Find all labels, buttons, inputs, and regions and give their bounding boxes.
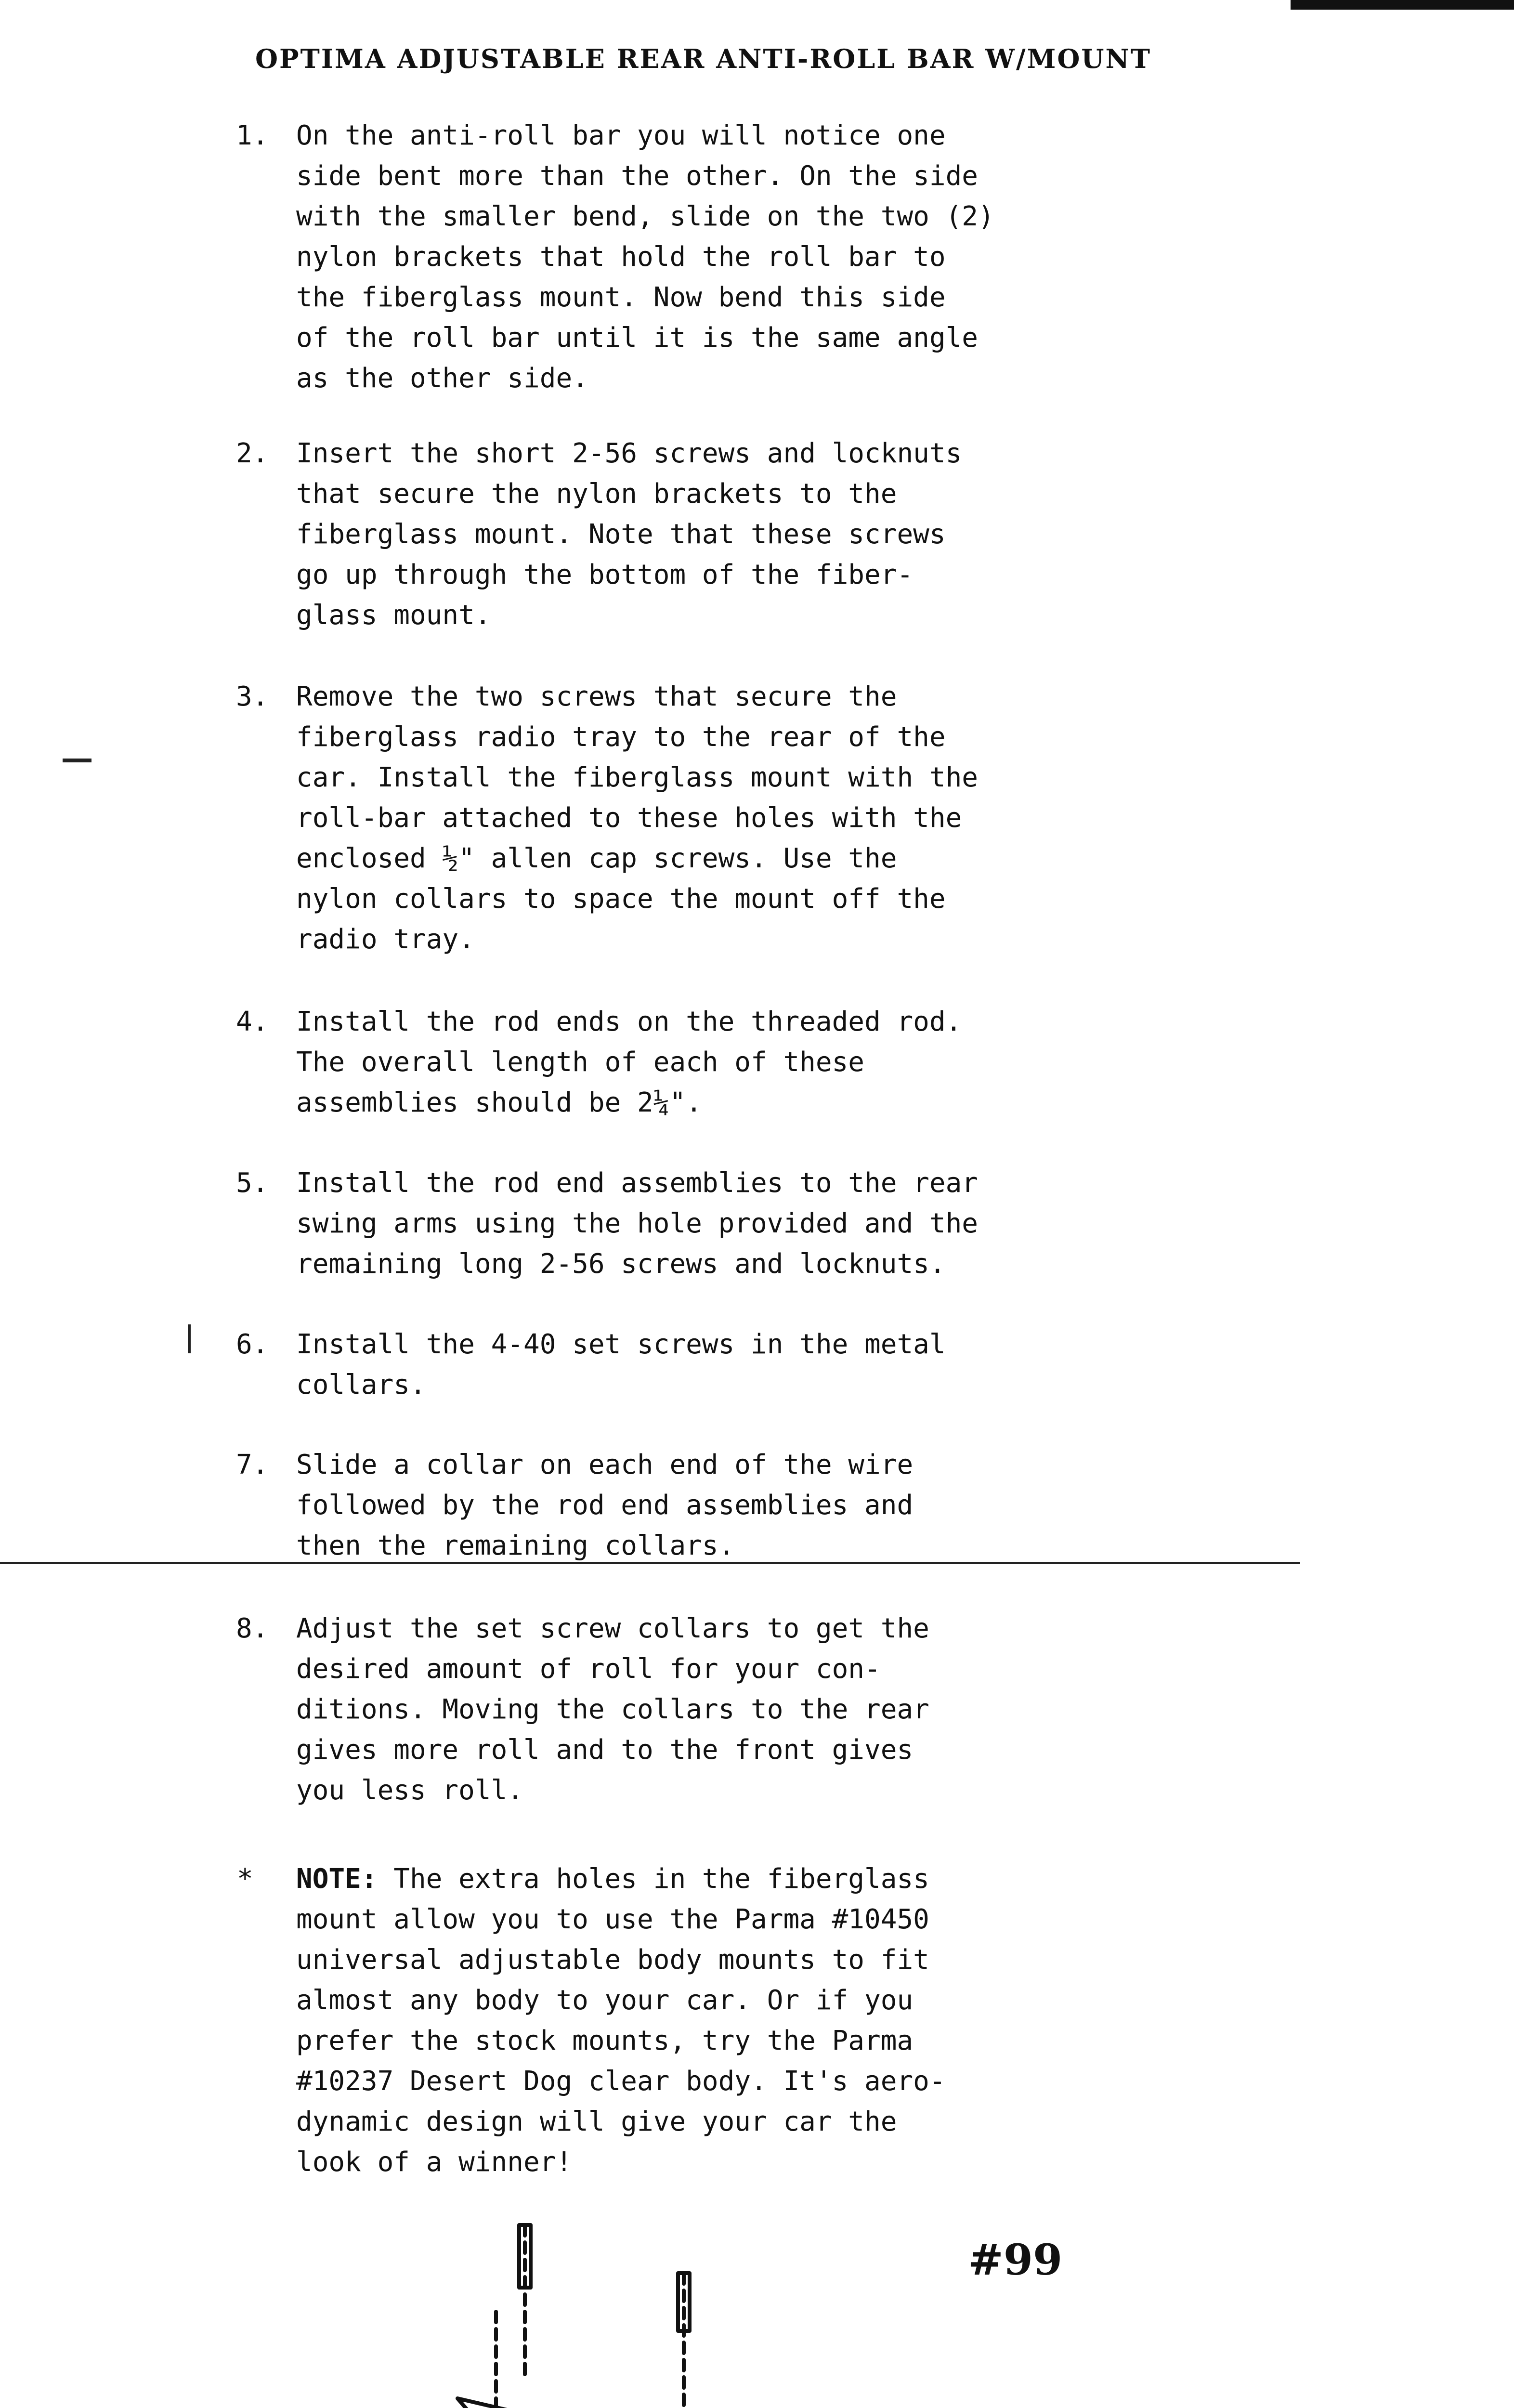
step-number: 2. bbox=[236, 438, 269, 469]
step-number: 6. bbox=[236, 1329, 269, 1360]
step-text: Install the rod end assemblies to the rear swing arms using the hole provided and the remaining long 2-56 screws and locknuts. bbox=[296, 1167, 979, 1280]
step-number: 1. bbox=[236, 120, 269, 151]
step-text: Adjust the set screw collars to get the desired amount of roll for your con- ditions. Moving the collars to the rear gives more roll and to the front gives you less roll. bbox=[296, 1613, 929, 1806]
step-number: 8. bbox=[236, 1613, 269, 1644]
step-number: 3. bbox=[236, 681, 269, 712]
scan-mark bbox=[188, 1324, 191, 1353]
scan-fold-line bbox=[0, 1562, 1300, 1564]
part-number: #99 bbox=[968, 2235, 1063, 2285]
note-star: * bbox=[237, 1863, 253, 1895]
rear-suspension-diagram bbox=[159, 2206, 1238, 2408]
step-text: Install the rod ends on the threaded rod. The overall length of each of these assemblies should be 2¼". bbox=[296, 1006, 962, 1118]
page-title: OPTIMA ADJUSTABLE REAR ANTI-ROLL BAR W/MOUNT bbox=[255, 43, 1152, 74]
note-text: The extra holes in the fiberglass mount allow you to use the Parma #10450 universal adjustable body mounts to fit almost any body to your car. Or if you prefer the stock mounts, try the Parma #10237 Desert Dog clear body. It's aero- dynamic design will give your car the look of a winner! bbox=[296, 1863, 946, 2178]
note-paragraph bbox=[296, 1859, 1177, 2183]
step-text: On the anti-roll bar you will notice one side bent more than the other. On the side with the smaller bend, slide on the two (2) nylon brackets that hold the roll bar to the fiberglass mount. Now bend this side of the roll bar until it is the same angle as the other side. bbox=[296, 120, 994, 394]
step-text: Slide a collar on each end of the wire followed by the rod end assemblies and then the remaining collars. bbox=[296, 1449, 914, 1561]
step-text: Remove the two screws that secure the fiberglass radio tray to the rear of the car. Install the fiberglass mount with the roll-bar attached to these holes with the enclosed ½" allen cap screws. Use the nylon collars to space the mount off the radio tray. bbox=[296, 681, 979, 955]
fiberglass-mount bbox=[457, 2398, 689, 2408]
step-number: 4. bbox=[236, 1006, 269, 1037]
step-number: 5. bbox=[236, 1167, 269, 1199]
step-text: Insert the short 2-56 screws and locknuts that secure the nylon brackets to the fiberglass mount. Note that these screws go up through the bottom of the fiber- glass mount. bbox=[296, 438, 962, 631]
scan-mark bbox=[63, 759, 91, 762]
step-number: 7. bbox=[236, 1449, 269, 1480]
scan-edge-mark bbox=[1291, 0, 1514, 10]
note-label: NOTE: bbox=[296, 1863, 378, 1895]
step-text: Install the 4-40 set screws in the metal collars. bbox=[296, 1329, 946, 1400]
